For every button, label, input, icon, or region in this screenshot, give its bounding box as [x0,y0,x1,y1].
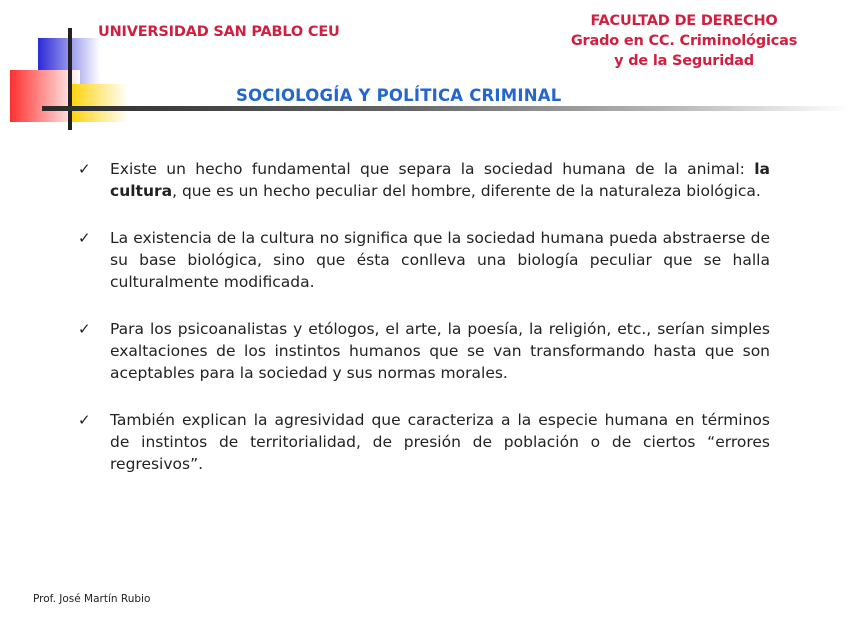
bullet-text: También explican la agresividad que caracteriza a la especie humana en términos de instintos de territorialidad, de presión de población o de ciertos “errores regresivos”. [110,411,770,473]
faculty-line: Grado en CC. Criminológicas [570,33,798,49]
faculty-block [520,11,848,71]
checkmark-icon: ✓ [78,229,91,247]
list-item [78,227,770,293]
header-divider [42,106,848,111]
bullet-text: Existe un hecho fundamental que separa la sociedad humana de la animal: la cultura, que es un hecho peculiar del hombre, diferente de la naturaleza biológica. [110,160,770,200]
checkmark-icon: ✓ [78,160,91,178]
checkmark-icon: ✓ [78,320,91,338]
checkmark-icon: ✓ [78,411,91,429]
list-item [78,158,770,202]
author-footer: Prof. José Martín Rubio [33,593,151,605]
course-title: SOCIOLOGÍA Y POLÍTICA CRIMINAL [236,86,562,105]
bullet-text: Para los psicoanalistas y etólogos, el arte, la poesía, la religión, etc., serían simples exaltaciones de los instintos humanos que se van transformando hasta que son aceptables para la sociedad y sus normas morales. [110,320,770,382]
decorative-logo-icon [10,28,130,138]
university-name: UNIVERSIDAD SAN PABLO CEU [98,24,340,40]
list-item [78,409,770,475]
faculty-line: FACULTAD DE DERECHO [590,13,778,29]
list-item [78,318,770,384]
faculty-line: y de la Seguridad [614,53,754,69]
bullet-text: La existencia de la cultura no significa que la sociedad humana pueda abstraerse de su base biológica, sino que ésta conlleva una biología peculiar que se halla culturalmente modificada. [110,229,770,291]
bullet-list [78,158,770,500]
